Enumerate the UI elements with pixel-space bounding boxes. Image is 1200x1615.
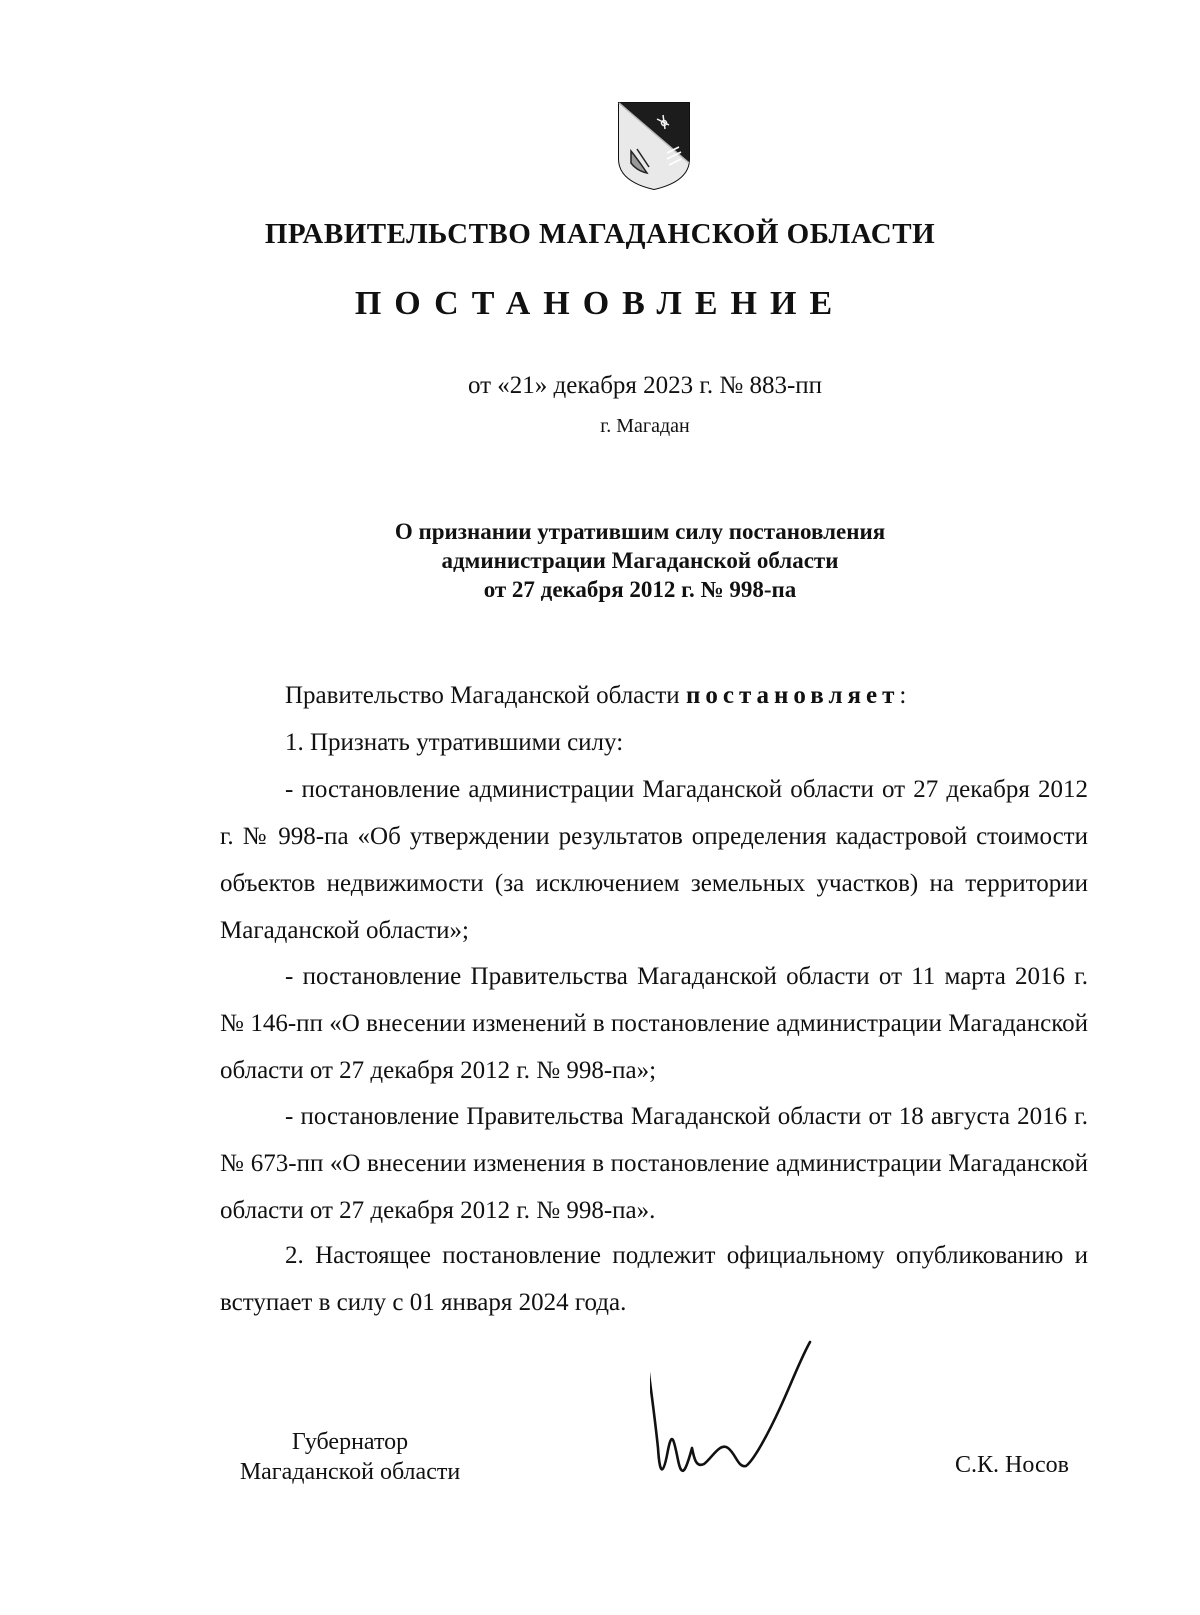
preamble-colon: :	[899, 682, 907, 709]
item-1c-paragraph: - постановление Правительства Магаданской области от 18 августа 2016 г. № 673-пп «О внесении изменения в постановление администрации Магаданской области от 27 декабря 2012 г. № 998-па».	[220, 1103, 1088, 1224]
signatory-name: С.К. Носов	[955, 1452, 1069, 1478]
item-1-paragraph: 1. Признать утратившими силу:	[285, 729, 624, 756]
subject-line: администрации Магаданской области	[441, 548, 839, 573]
coat-of-arms-icon	[617, 101, 691, 191]
item-2-paragraph: 2. Настоящее постановление подлежит официальному опубликованию и вступает в силу с 01 января 2024 года.	[220, 1242, 1088, 1316]
preamble-paragraph	[220, 672, 1088, 719]
item-1a-paragraph: - постановление администрации Магаданской области от 27 декабря 2012 г. № 998-па «Об утверждении результатов определения кадастровой стоимости объектов недвижимости (за исключением земельных участков) на территории Магаданской области»;	[220, 776, 1088, 944]
handwritten-signature	[650, 1330, 850, 1530]
preamble-keyword: постановляет	[685, 682, 900, 709]
subject-line: О признании утратившим силу постановления	[394, 519, 886, 544]
signatory-title	[220, 1427, 480, 1487]
signatory-title-line: Магаданской области	[239, 1459, 461, 1485]
signatory-title-line: Губернатор	[291, 1429, 409, 1455]
item-1b-paragraph: - постановление Правительства Магаданской области от 11 марта 2016 г. № 146-пп «О внесении изменений в постановление администрации Магаданской области от 27 декабря 2012 г. № 998-па»;	[220, 963, 1088, 1084]
document-type: ПОСТАНОВЛЕНИЕ	[354, 285, 846, 322]
subject-line: от 27 декабря 2012 г. № 998-па	[483, 577, 797, 602]
preamble-text: Правительство Магаданской области	[285, 682, 686, 709]
document-date-number: от «21» декабря 2023 г. № 883-пп	[467, 372, 823, 399]
government-title: ПРАВИТЕЛЬСТВО МАГАДАНСКОЙ ОБЛАСТИ	[264, 218, 936, 250]
document-subject	[0, 517, 1200, 604]
document-city: г. Магадан	[600, 415, 690, 437]
